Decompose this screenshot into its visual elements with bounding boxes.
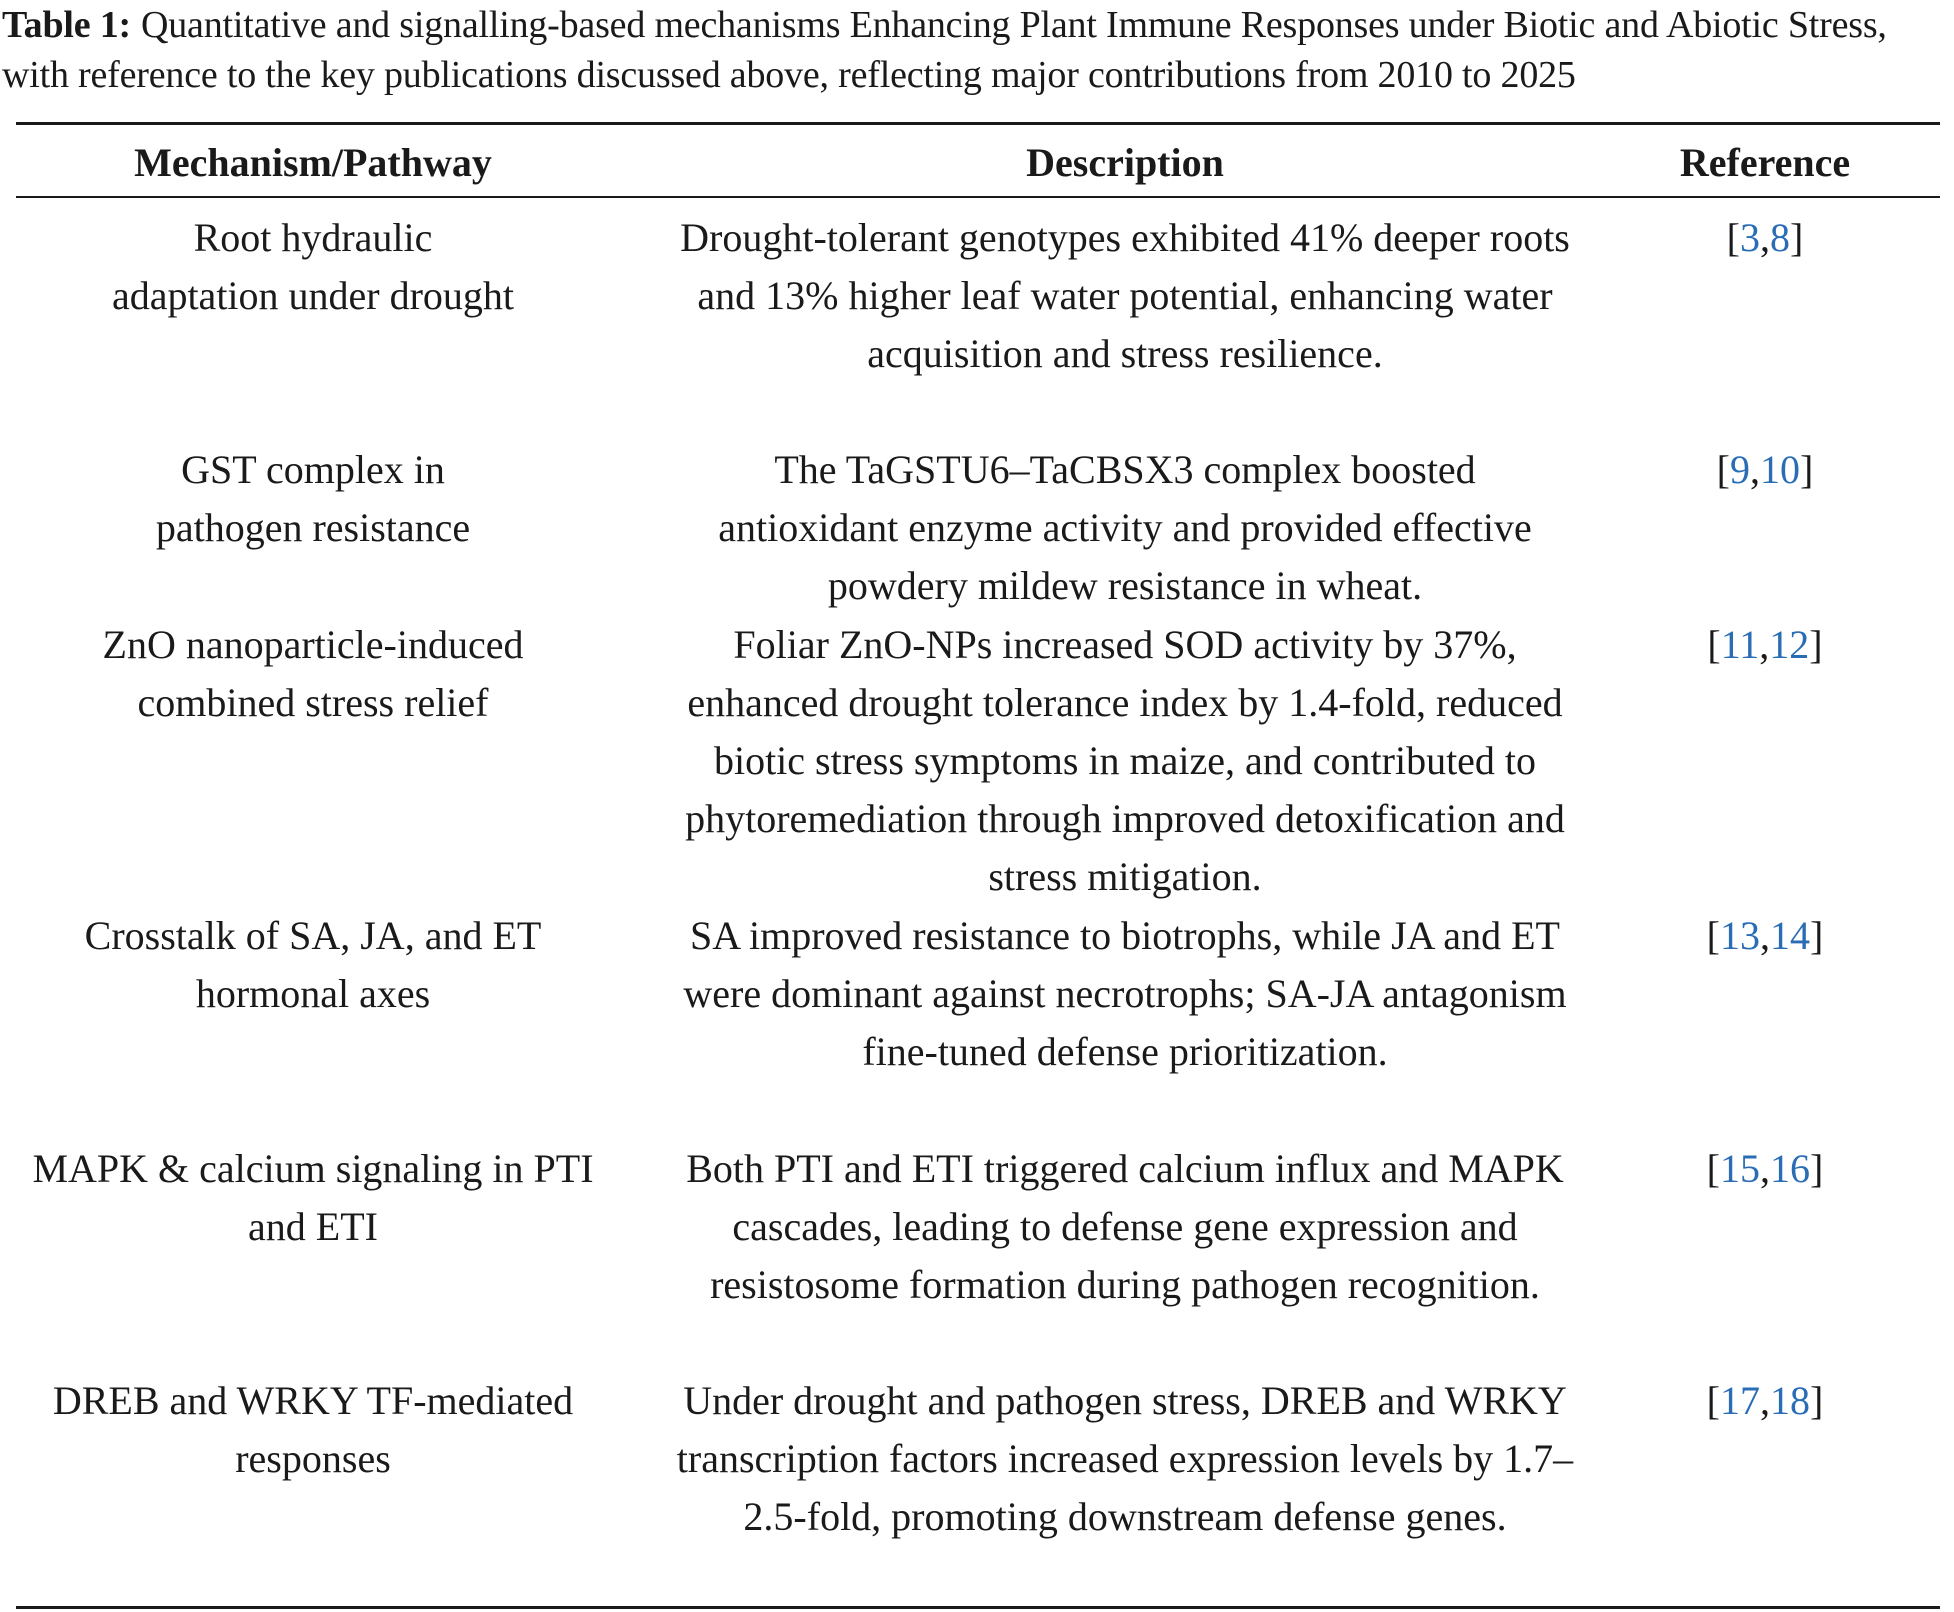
description-cell: Foliar ZnO-NPs increased SOD activity by 37%, enhanced drought tolerance index by 1.4-fold, reduced biotic stress symptoms in maize, and contributed to phytoremediation through improved detoxification and stress mitigation.	[685, 622, 1565, 899]
mechanism-cell: GST complex in pathogen resistance	[155, 447, 471, 550]
ref-link[interactable]: 14	[1770, 913, 1810, 958]
ref-link[interactable]: 8	[1770, 215, 1790, 260]
ref-link[interactable]: 17	[1720, 1378, 1760, 1423]
header-description: Description	[1026, 140, 1224, 185]
ref-close-bracket: ]	[1810, 1378, 1824, 1423]
ref-open-bracket: [	[1706, 913, 1720, 958]
description-cell: Drought-tolerant genotypes exhibited 41% deeper roots and 13% higher leaf water potential, enhancing water acquisition and stress resilience.	[680, 215, 1570, 376]
ref-link[interactable]: 15	[1720, 1146, 1760, 1191]
ref-separator: ,	[1759, 622, 1770, 667]
header-reference: Reference	[1679, 140, 1851, 185]
mechanism-cell: Root hydraulic adaptation under drought	[111, 215, 515, 318]
ref-close-bracket: ]	[1810, 1146, 1824, 1191]
table-bottom-rule	[16, 1606, 1940, 1609]
ref-link[interactable]: 13	[1720, 913, 1760, 958]
reference-cell	[1620, 1372, 1910, 1430]
ref-open-bracket: [	[1706, 1146, 1720, 1191]
ref-open-bracket: [	[1707, 622, 1721, 667]
description-cell: SA improved resistance to biotrophs, while JA and ET were dominant against necrotrophs; SA-JA antagonism fine-tuned defense prioritization.	[683, 913, 1567, 1074]
ref-separator: ,	[1750, 447, 1760, 492]
ref-open-bracket: [	[1716, 447, 1730, 492]
ref-close-bracket: ]	[1810, 913, 1824, 958]
caption-label: Table 1:	[2, 4, 131, 46]
reference-cell	[1620, 441, 1910, 499]
reference-cell	[1620, 209, 1910, 267]
ref-link[interactable]: 3	[1740, 215, 1760, 260]
ref-link[interactable]: 10	[1760, 447, 1800, 492]
caption-text: Quantitative and signalling-based mechanisms Enhancing Plant Immune Responses under Biotic and Abiotic Stress, with reference to the key publications discussed above, reflecting major contributions from 2010 to 2025	[2, 4, 1887, 96]
ref-close-bracket: ]	[1809, 622, 1823, 667]
table-caption	[2, 0, 1950, 100]
ref-separator: ,	[1760, 215, 1770, 260]
reference-cell	[1620, 907, 1910, 965]
ref-link[interactable]: 18	[1770, 1378, 1810, 1423]
description-cell: The TaGSTU6–TaCBSX3 complex boosted antioxidant enzyme activity and provided effective powdery mildew resistance in wheat.	[718, 447, 1532, 608]
mechanism-cell: Crosstalk of SA, JA, and ET hormonal axes	[84, 913, 542, 1016]
table-top-rule	[16, 122, 1940, 125]
reference-cell	[1620, 616, 1910, 674]
table-header-rule	[16, 196, 1940, 198]
ref-separator: ,	[1760, 1378, 1770, 1423]
mechanism-cell: ZnO nanoparticle-induced combined stress relief	[102, 622, 524, 725]
ref-separator: ,	[1760, 913, 1770, 958]
ref-open-bracket: [	[1726, 215, 1740, 260]
header-mechanism: Mechanism/Pathway	[134, 140, 492, 185]
description-cell: Under drought and pathogen stress, DREB and WRKY transcription factors increased expression levels by 1.7–2.5-fold, promoting downstream defense genes.	[676, 1378, 1574, 1539]
ref-close-bracket: ]	[1790, 215, 1804, 260]
ref-link[interactable]: 12	[1769, 622, 1810, 667]
ref-link[interactable]: 11	[1720, 622, 1760, 667]
mechanism-cell: MAPK & calcium signaling in PTI and ETI	[32, 1146, 594, 1249]
ref-open-bracket: [	[1706, 1378, 1720, 1423]
ref-link[interactable]: 16	[1770, 1146, 1810, 1191]
reference-cell	[1620, 1140, 1910, 1198]
description-cell: Both PTI and ETI triggered calcium influx and MAPK cascades, leading to defense gene expression and resistosome formation during pathogen recognition.	[686, 1146, 1564, 1307]
ref-separator: ,	[1760, 1146, 1770, 1191]
ref-close-bracket: ]	[1800, 447, 1814, 492]
ref-link[interactable]: 9	[1730, 447, 1750, 492]
mechanism-cell: DREB and WRKY TF-mediated responses	[52, 1378, 574, 1481]
